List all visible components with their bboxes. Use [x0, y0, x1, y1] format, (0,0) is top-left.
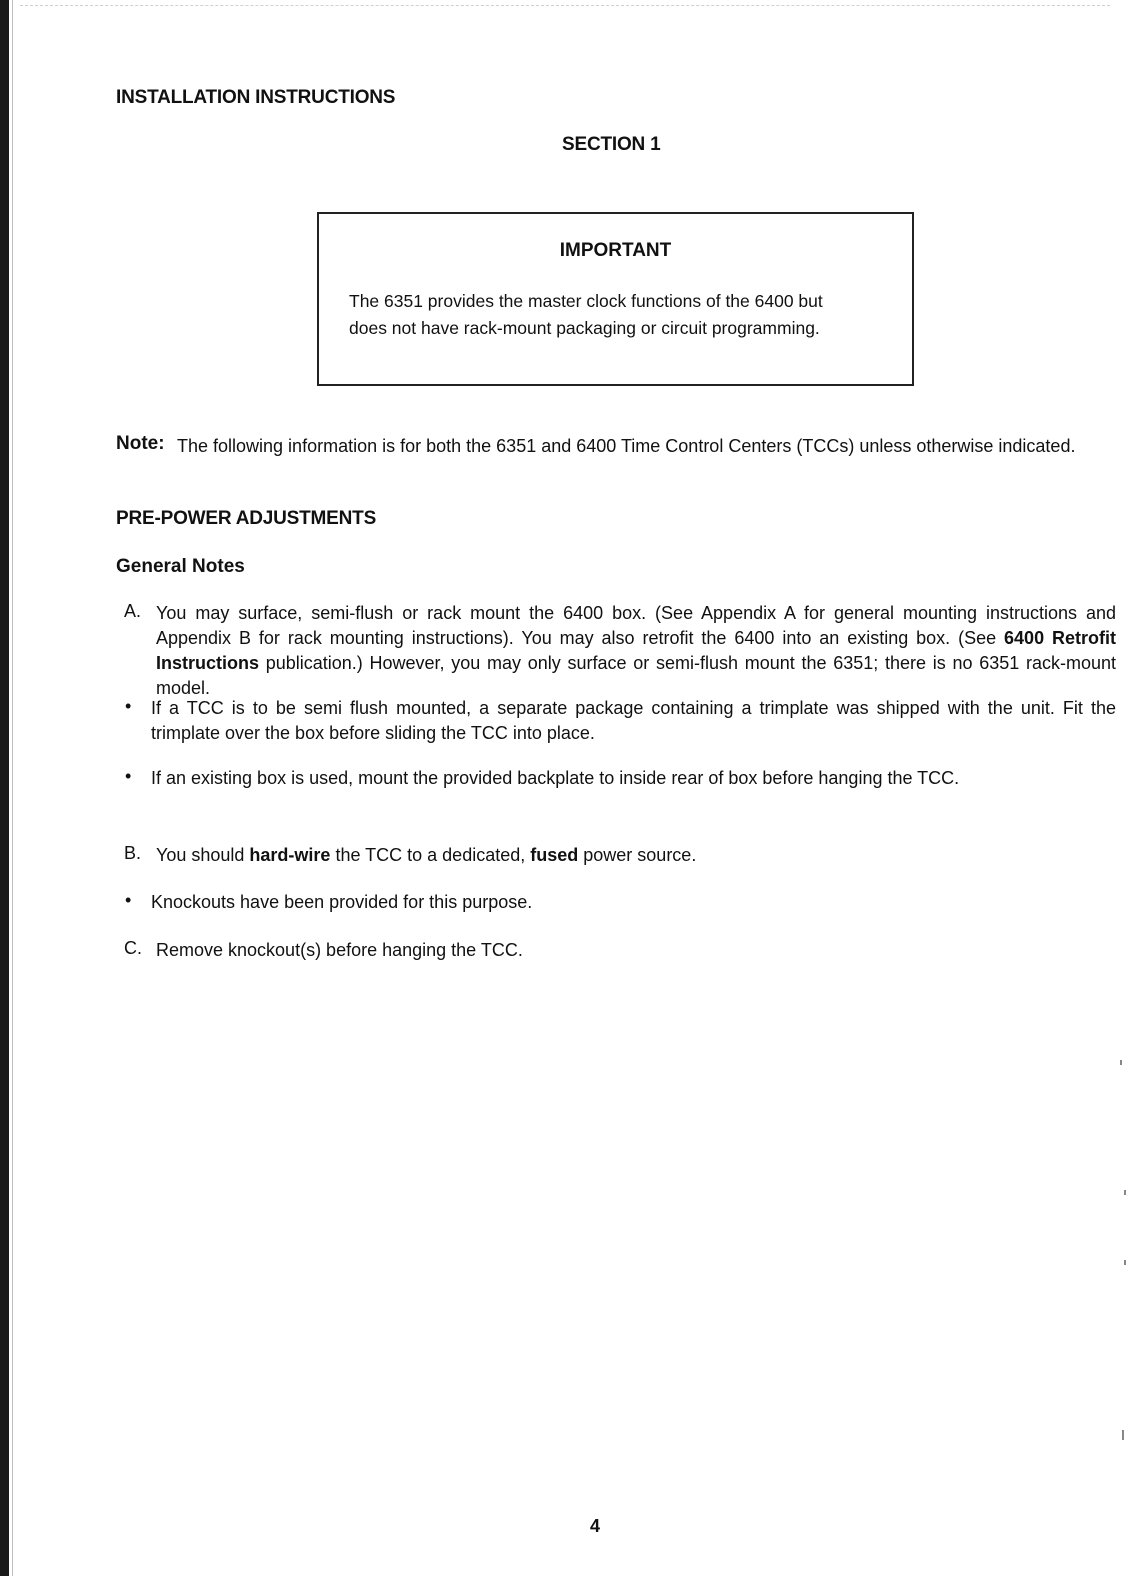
binding-edge — [0, 0, 9, 1576]
section-heading: SECTION 1 — [562, 134, 661, 155]
item-a-part-2: publication.) However, you may only surface or semi-flush mount the 6351; there is no 6351 rack-mount model. — [156, 653, 1116, 698]
bullet-3-text: Knockouts have been provided for this purpose. — [151, 892, 533, 912]
note-text: The following information is for both the 6351 and 6400 Time Control Centers (TCCs) unless otherwise indicated. — [177, 436, 1076, 456]
item-b-part-1: You should — [156, 845, 250, 865]
pre-power-heading: PRE-POWER ADJUSTMENTS — [116, 508, 377, 529]
scan-speck — [1124, 1190, 1126, 1195]
bullet-2-text: If an existing box is used, mount the provided backplate to inside rear of box before hanging the TCC. — [151, 768, 960, 788]
item-b-text — [156, 843, 1116, 868]
important-title: IMPORTANT — [559, 240, 672, 261]
important-text — [349, 288, 899, 342]
scan-speck — [1124, 1260, 1126, 1265]
item-b-part-2: the TCC to a dedicated, — [330, 845, 531, 865]
item-c-letter: C. — [124, 938, 142, 958]
scan-artifact-top — [20, 5, 1110, 7]
item-a-letter: A. — [124, 601, 142, 621]
item-a-part-1: You may surface, semi-flush or rack mount the 6400 box. (See Appendix A for general mounting instructions and Appendix B for rack mounting instructions). You may also retrofit the 6400 into an existing box. (See — [156, 603, 1116, 648]
binding-line — [12, 0, 13, 1576]
item-b-letter: B. — [124, 843, 142, 863]
general-notes-heading: General Notes — [116, 556, 245, 577]
important-line-1: The 6351 provides the master clock functions of the 6400 but — [349, 291, 823, 311]
page-heading: INSTALLATION INSTRUCTIONS — [116, 87, 396, 108]
item-a-text — [156, 601, 1116, 701]
item-a-bold-publication: 6400 Retrofit Instructions — [156, 628, 1116, 673]
bullet-glyph-1: • — [125, 696, 132, 716]
bullet-glyph-3: • — [125, 890, 132, 910]
bullet-glyph-2: • — [125, 766, 132, 786]
important-line-2: does not have rack-mount packaging or circuit programming. — [349, 318, 820, 338]
bullet-1-text: If a TCC is to be semi flush mounted, a separate package containing a trimplate was shipped with the unit. Fit the trimplate over the box before sliding the TCC into place. — [151, 698, 1116, 743]
item-b-bold-hard-wire: hard-wire — [249, 845, 331, 865]
scan-speck — [1122, 1430, 1124, 1440]
item-c-text: Remove knockout(s) before hanging the TCC. — [156, 940, 523, 960]
note-label: Note: — [116, 433, 165, 454]
scan-speck — [1120, 1060, 1122, 1065]
important-box — [317, 212, 914, 386]
item-b-part-3: power source. — [578, 845, 697, 865]
page-number: 4 — [589, 1516, 600, 1536]
item-b-bold-fused: fused — [530, 845, 579, 865]
